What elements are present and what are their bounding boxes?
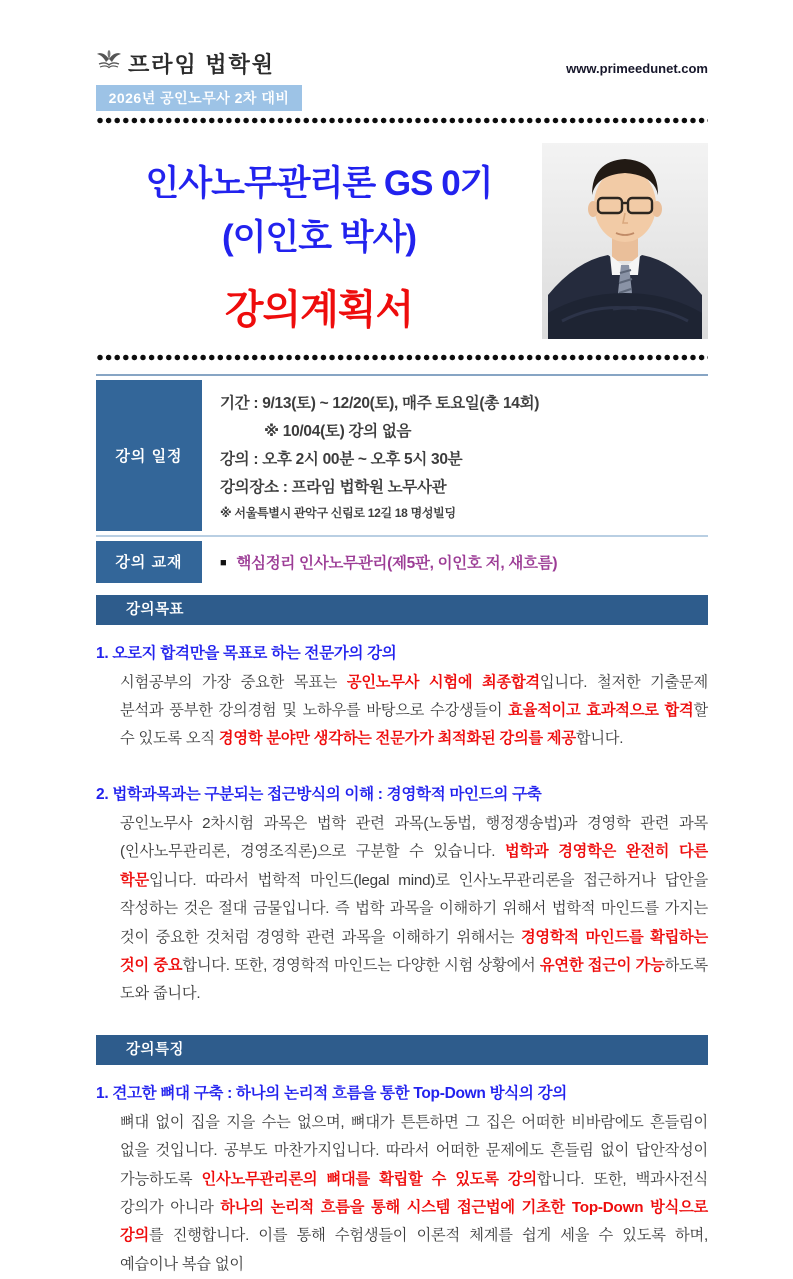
goal-item-2: [96, 782, 708, 1009]
section-features-bar: 강의특징: [96, 1035, 708, 1065]
textbook-title: 핵심정리 인사노무관리(제5판, 이인호 저, 새흐름): [236, 554, 558, 572]
course-title-line2: (이인호 박사): [221, 218, 417, 258]
goal-2-body: 공인노무사 2차시험 과목은 법학 관련 과목(노동법, 행정쟁송법)과 경영학 관련 과목(인사노무관리론, 경영조직론)으로 구분할 수 있습니다. 법학과 경영학은 완전히 다른 학문입니다. 따라서 법학적 마인드(legal mind)로 인사노무관리론을 접근하거나 답안을 작성하는 것은 절대 금물입니다. 즉 법학 과목을 이해하기 위해서 법학적 마인드를 가지는 것이 중요한 것처럼 경영학 관련 과목을 이해하기 위해서는 경영학적 마인드를 확립하는 것이 중요합니다. 또한, 경영학적 마인드는 다양한 시험 상황에서 유연한 접근이 가능하도록 도와 줍니다.: [120, 814, 709, 1003]
textbook-label: 강의 교재: [96, 541, 202, 583]
schedule-address-note: ※ 서울특별시 관악구 신림로 12길 18 명성빌딩: [220, 505, 456, 520]
goal-item-1: [96, 641, 708, 754]
goal-1-heading: 1. 오로지 합격만을 목표로 하는 전문가의 강의: [96, 644, 397, 662]
exam-badge: 2026년 공인노무사 2차 대비: [96, 85, 302, 111]
schedule-row: [96, 376, 708, 537]
schedule-time: 강의 : 오후 2시 00분 ~ 오후 5시 30분: [220, 450, 463, 468]
document-title: 강의계획서: [224, 287, 414, 332]
schedule-period: 기간 : 9/13(토) ~ 12/20(토), 매주 토요일(총 14회): [220, 395, 540, 412]
schedule-label: 강의 일정: [96, 380, 202, 531]
section-goals-bar: 강의목표: [96, 595, 708, 625]
course-info-table: [96, 374, 708, 587]
goal-2-heading: 2. 법학과목과는 구분되는 접근방식의 이해 : 경영학적 마인드의 구축: [96, 785, 542, 803]
logo-bird-icon: [96, 49, 122, 78]
logo-text: 프라임 법학원: [128, 52, 276, 77]
feature-1-body: 뼈대 없이 집을 지을 수는 없으며, 뼈대가 튼튼하면 그 집은 어떠한 비바람에도 흔들림이 없을 것입니다. 공부도 마찬가지입니다. 따라서 어떠한 문제에도 흔들림 없이 답안작성이 가능하도록 인사노무관리론의 뼈대를 확립할 수 있도록 강의합니다. 또한, 백과사전식 강의가 아니라 하나의 논리적 흐름을 통해 시스템 접근법에 기초한 Top-Down 방식으로 강의를 진행합니다. 이를 통해 수험생들이 이론적 체계를 쉽게 세울 수 있도록 하며, 예습이나 복습 없이: [120, 1113, 708, 1273]
title-section: [96, 143, 708, 339]
textbook-row: [96, 537, 708, 587]
logo: [96, 48, 275, 79]
dotted-divider-bottom: [96, 353, 708, 362]
bullet-square-icon: ■: [220, 556, 227, 569]
feature-item-1: [96, 1081, 708, 1279]
website-url: www.primeedunet.com: [566, 61, 708, 76]
goal-1-body: 시험공부의 가장 중요한 목표는 공인노무사 시험에 최종합격입니다. 철저한 기출문제 분석과 풍부한 강의경험 및 노하우를 바탕으로 수강생들이 효율적이고 효과적으로 합격할 수 있도록 오직 경영학 분야만 생각하는 전문가가 최적화된 강의를 제공합니다.: [120, 673, 708, 748]
header: [96, 0, 708, 79]
dotted-divider-top: [96, 116, 708, 125]
schedule-period-note: ※ 10/04(토) 강의 없음: [264, 422, 412, 440]
feature-1-heading: 1. 견고한 뼈대 구축 : 하나의 논리적 흐름을 통한 Top-Down 방식의 강의: [96, 1084, 567, 1102]
instructor-photo: [542, 143, 708, 339]
course-title-line1: 인사노무관리론 GS 0기: [145, 164, 493, 203]
schedule-place: 강의장소 : 프라임 법학원 노무사관: [220, 478, 447, 496]
